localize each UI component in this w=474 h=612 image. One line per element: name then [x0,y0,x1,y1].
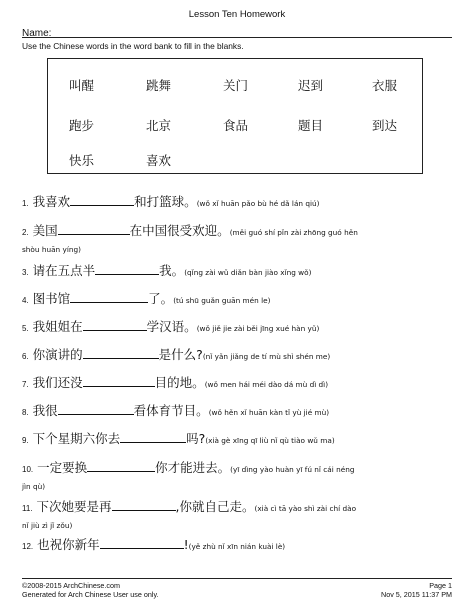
question-text-before: 图书馆 [32,291,71,306]
footer-left [22,581,159,599]
question-number: 8. [22,408,29,417]
question-text-before: 我姐姐在 [32,319,83,334]
question-item [22,290,462,308]
question-number: 9. [22,436,29,445]
footer-right [381,581,452,599]
question-text-before: 我们还没 [32,375,83,390]
pinyin: (wǒ jiě jie zài běi jīng xué hàn yǔ) [196,324,320,333]
question-item [22,346,462,364]
question-text-before: 我喜欢 [32,194,71,209]
question-item [22,262,462,280]
answer-blank[interactable] [100,536,184,549]
name-line[interactable] [22,21,452,38]
word-bank-item: 关门 [223,78,249,93]
copyright-text: ©2008-2015 ArchChinese.com [22,581,120,590]
footer-divider [22,578,452,579]
question-item [22,498,462,533]
pinyin-continued: shòu huān yíng) [22,245,81,254]
question-text-before: 下次她要是再 [36,499,112,514]
answer-blank[interactable] [83,318,147,331]
question-item [22,459,462,494]
question-text-after: 和打篮球。 [134,194,197,209]
question-number: 5. [22,324,29,333]
question-text-after: 学汉语。 [146,319,197,334]
answer-blank[interactable] [58,222,130,235]
question-text-before: 也祝你新年 [37,537,100,552]
question-text-after: 吗? [186,431,206,446]
pinyin: (xià gè xīng qī liù nǐ qù tiào wǔ ma) [205,436,335,445]
question-item [22,193,462,211]
answer-blank[interactable] [58,402,134,415]
question-item [22,374,462,392]
word-bank-item: 题目 [298,118,324,133]
question-text-after: 我。 [159,263,185,278]
answer-blank[interactable] [70,193,134,206]
pinyin: (wǒ xǐ huān pǎo bù hé dǎ lán qiú) [196,199,320,208]
word-bank-item: 衣服 [372,78,398,93]
question-text-before: 下个星期六你去 [32,431,121,446]
question-number: 3. [22,268,29,277]
generated-text: Generated for Arch Chinese User use only. [22,590,159,599]
name-label: Name: [22,28,52,39]
answer-blank[interactable] [95,262,159,275]
answer-blank[interactable] [112,498,176,511]
question-number: 1. [22,199,29,208]
word-bank [47,58,423,174]
answer-blank[interactable] [87,459,155,472]
question-number: 4. [22,296,29,305]
pinyin: (nǐ yǎn jiǎng de tí mù shì shén me) [202,352,331,361]
question-text-after: 是什么? [158,347,203,362]
pinyin: (wǒ hěn xǐ huān kàn tǐ yù jié mù) [208,408,330,417]
question-text-before: 美国 [32,223,58,238]
question-item [22,430,462,448]
pinyin: (yě zhù nǐ xīn nián kuài lè) [188,542,286,551]
question-text-after: ! [183,537,189,552]
word-bank-item: 喜欢 [146,153,172,168]
pinyin: (tú shū guǎn guān mén le) [173,296,271,305]
date-stamp: Nov 5, 2015 11:37 PM [381,590,452,599]
instructions: Use the Chinese words in the word bank to fill in the blanks. [22,41,244,51]
pinyin: (měi guó shí pǐn zài zhōng guó hěn [229,228,358,237]
question-text-before: 一定要换 [37,460,88,475]
word-bank-item: 叫醒 [69,78,95,93]
pinyin: (wǒ men hái méi dào dá mù dì dì) [204,380,329,389]
question-text-after: ,你就自己走。 [175,499,255,514]
word-bank-item: 食品 [223,118,249,133]
question-text-after: 你才能进去。 [155,460,231,475]
question-text-before: 你演讲的 [32,347,83,362]
answer-blank[interactable] [83,374,155,387]
page-number: Page 1 [429,581,452,590]
question-text-after: 在中国很受欢迎。 [129,223,230,238]
pinyin-continued: jìn qù) [22,482,46,491]
word-bank-item: 跳舞 [146,78,172,93]
question-number: 7. [22,380,29,389]
question-text-before: 请在五点半 [32,263,96,278]
question-number: 11. [22,504,33,513]
question-item [22,318,462,336]
pinyin: (xià cì tā yào shì zài chí dào [254,504,357,513]
question-text-after: 目的地。 [154,375,205,390]
question-item [22,536,462,554]
question-number: 2. [22,228,29,237]
worksheet-title: Lesson Ten Homework [188,9,286,20]
question-item [22,402,462,420]
pinyin: (qǐng zài wǔ diǎn bàn jiào xǐng wǒ) [184,268,312,277]
question-number: 10. [22,465,34,474]
answer-blank[interactable] [70,290,148,303]
word-bank-item: 跑步 [69,118,95,133]
question-number: 12. [22,542,34,551]
answer-blank[interactable] [120,430,186,443]
answer-blank[interactable] [83,346,159,359]
question-item [22,222,462,257]
word-bank-item: 到达 [372,118,398,133]
question-number: 6. [22,352,29,361]
question-text-after: 了。 [148,291,174,306]
question-text-after: 看体育节目。 [133,403,209,418]
word-bank-item: 快乐 [69,153,95,168]
question-text-before: 我很 [32,403,58,418]
word-bank-item: 迟到 [298,78,324,93]
pinyin-continued: nǐ jiù zì jǐ zǒu) [22,521,73,530]
word-bank-item: 北京 [146,118,172,133]
pinyin: (yī dìng yào huàn yī fú nǐ cái néng [230,465,355,474]
